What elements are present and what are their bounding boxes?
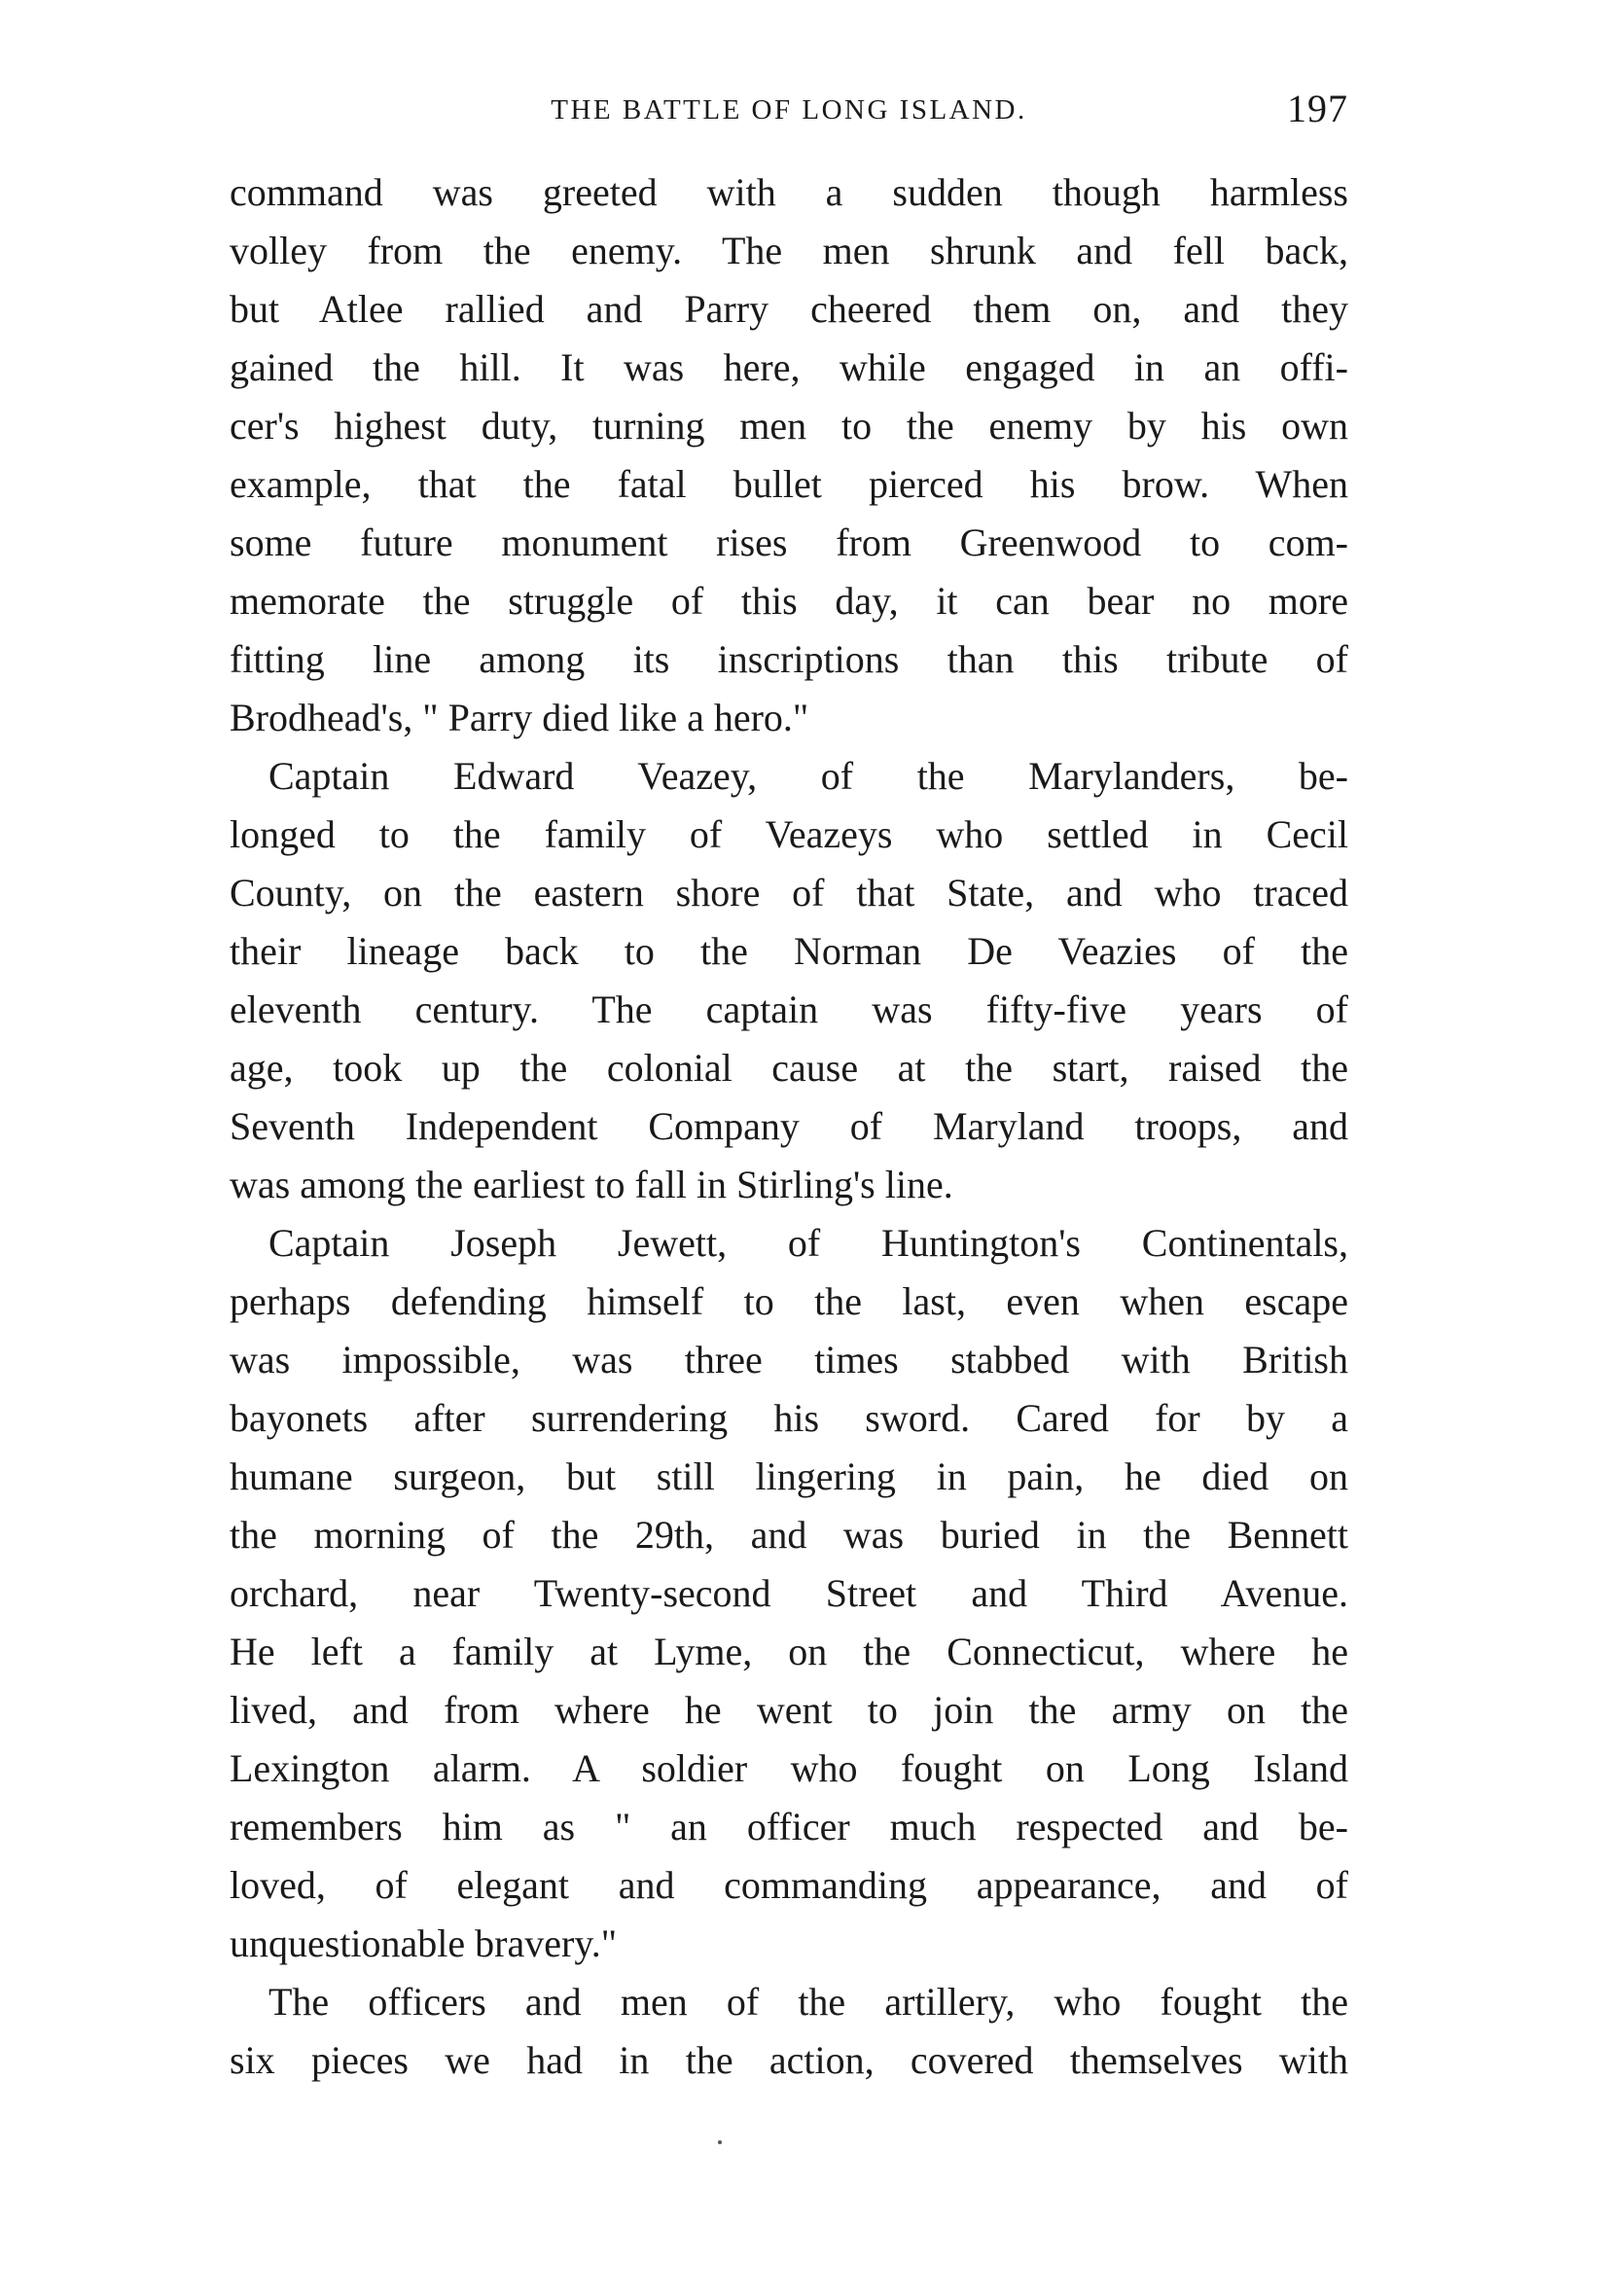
text-line: cer's highest duty, turning men to the enemy by his own <box>230 404 1348 448</box>
text-line: six pieces we had in the action, covered themselves with <box>230 2038 1348 2082</box>
text-line: orchard, near Twenty-second Street and Third Avenue. <box>230 1571 1348 1615</box>
text-line: remembers him as " an officer much respected and be- <box>230 1805 1348 1848</box>
page-number: 197 <box>1287 87 1348 130</box>
running-title: THE BATTLE OF LONG ISLAND. <box>551 94 1027 126</box>
text-line: longed to the family of Veazeys who settled in Cecil <box>230 812 1348 856</box>
text-line: bayonets after surrendering his sword. Cared for by a <box>230 1396 1348 1440</box>
paragraph <box>230 1973 1348 2090</box>
text-line: loved, of elegant and commanding appearance, and of <box>230 1863 1348 1907</box>
text-line: their lineage back to the Norman De Veazies of the <box>230 929 1348 973</box>
text-line: Brodhead's, " Parry died like a hero." <box>230 696 809 739</box>
text-line: memorate the struggle of this day, it can bear no more <box>230 579 1348 623</box>
text-line: gained the hill. It was here, while engaged in an offi- <box>230 345 1348 389</box>
text-line: but Atlee rallied and Parry cheered them on, and they <box>230 287 1348 331</box>
text-line: volley from the enemy. The men shrunk and fell back, <box>230 229 1348 272</box>
text-line: some future monument rises from Greenwood to com- <box>230 520 1348 564</box>
text-line: humane surgeon, but still lingering in pain, he died on <box>230 1454 1348 1498</box>
text-line: Captain Joseph Jewett, of Huntington's Continentals, <box>268 1221 1348 1265</box>
print-speck <box>718 2140 722 2144</box>
text-line: command was greeted with a sudden though harmless <box>230 170 1348 214</box>
text-line: unquestionable bravery." <box>230 1921 618 1965</box>
paragraph <box>230 747 1348 1214</box>
text-line: Seventh Independent Company of Maryland troops, and <box>230 1104 1348 1148</box>
text-line: Captain Edward Veazey, of the Marylanders, be- <box>268 754 1348 798</box>
running-head <box>230 87 1348 148</box>
text-line: lived, and from where he went to join the army on the <box>230 1688 1348 1732</box>
text-line: Lexington alarm. A soldier who fought on Long Island <box>230 1746 1348 1790</box>
text-line: perhaps defending himself to the last, even when escape <box>230 1279 1348 1323</box>
text-line: the morning of the 29th, and was buried in the Bennett <box>230 1513 1348 1557</box>
text-line: was among the earliest to fall in Stirling's line. <box>230 1163 953 1206</box>
text-line: County, on the eastern shore of that State, and who traced <box>230 871 1348 915</box>
text-line: eleventh century. The captain was fifty-five years of <box>230 987 1348 1031</box>
text-line: age, took up the colonial cause at the start, raised the <box>230 1046 1348 1090</box>
text-line: example, that the fatal bullet pierced his brow. When <box>230 462 1348 506</box>
text-line: He left a family at Lyme, on the Connecticut, where he <box>230 1630 1348 1673</box>
paragraph <box>230 163 1348 747</box>
text-line: The officers and men of the artillery, who fought the <box>268 1980 1348 2024</box>
text-line: fitting line among its inscriptions than this tribute of <box>230 637 1348 681</box>
body-text <box>230 163 1348 2090</box>
paragraph <box>230 1214 1348 1973</box>
text-line: was impossible, was three times stabbed with British <box>230 1338 1348 1381</box>
